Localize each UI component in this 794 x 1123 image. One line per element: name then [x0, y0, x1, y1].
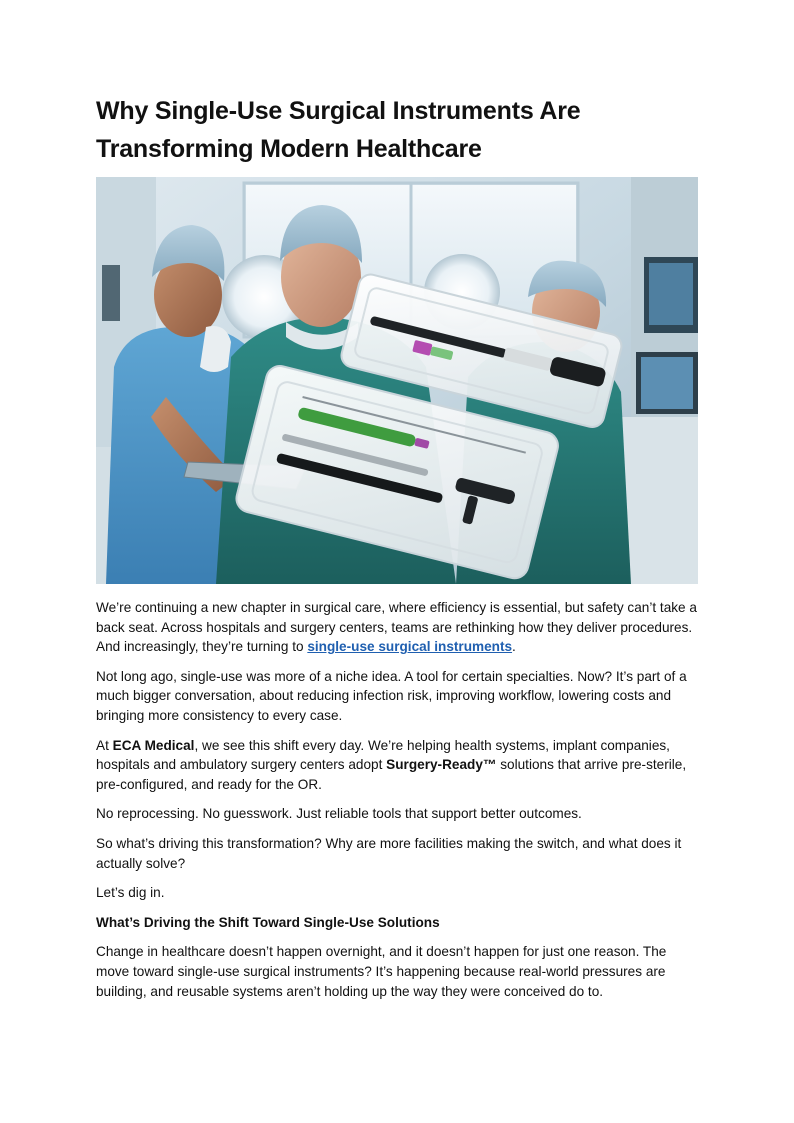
paragraph-question: So what’s driving this transformation? Why are more facilities making the switch, and what does it actually solve? [96, 835, 682, 871]
single-use-instruments-link[interactable]: single-use surgical instruments [307, 639, 513, 655]
paragraph-dig-in: Let’s dig in. [96, 885, 165, 901]
product-name: Surgery-Ready™ [386, 757, 497, 773]
paragraph-change: Change in healthcare doesn’t happen overnight, and it doesn’t happen for just one reason. The move toward single-use surgical instruments? It’s happening because real-world pressures are building, and reusable systems aren’t holding up the way they were conceived do to. [96, 944, 667, 999]
brand-name: ECA Medical [112, 737, 195, 753]
paragraph-no-reprocessing: No reprocessing. No guesswork. Just reliable tools that support better outcomes. [96, 806, 582, 822]
article-title: Why Single-Use Surgical Instruments Are Transforming Modern Healthcare [96, 97, 581, 163]
eca-text-b: , we see this shift every day. We’re helping health systems, implant companies, hospitals and ambulatory surgery centers adopt [96, 737, 670, 773]
hero-image [96, 177, 698, 584]
paragraph-niche: Not long ago, single-use was more of a niche idea. A tool for certain specialties. Now? It’s part of a much bigger conversation, about reducing infection risk, improving workflow, lowering costs and bringing more consistency to every case. [96, 668, 687, 723]
eca-text-a: At [96, 737, 113, 753]
intro-text: We’re continuing a new chapter in surgical care, where efficiency is essential, but safety can’t take a back seat. Across hospitals and surgery centers, teams are rethinking how they deliver procedures. And increasingly, they’re turning to [96, 600, 697, 655]
eca-text-c: solutions that arrive pre-sterile, pre-configured, and ready for the OR. [96, 757, 687, 792]
article-body [96, 598, 700, 1011]
paragraph-intro [96, 598, 700, 657]
intro-text-end: . [512, 639, 516, 655]
paragraph-eca [96, 736, 700, 795]
section-subheading: What’s Driving the Shift Toward Single-Use Solutions [96, 914, 440, 930]
